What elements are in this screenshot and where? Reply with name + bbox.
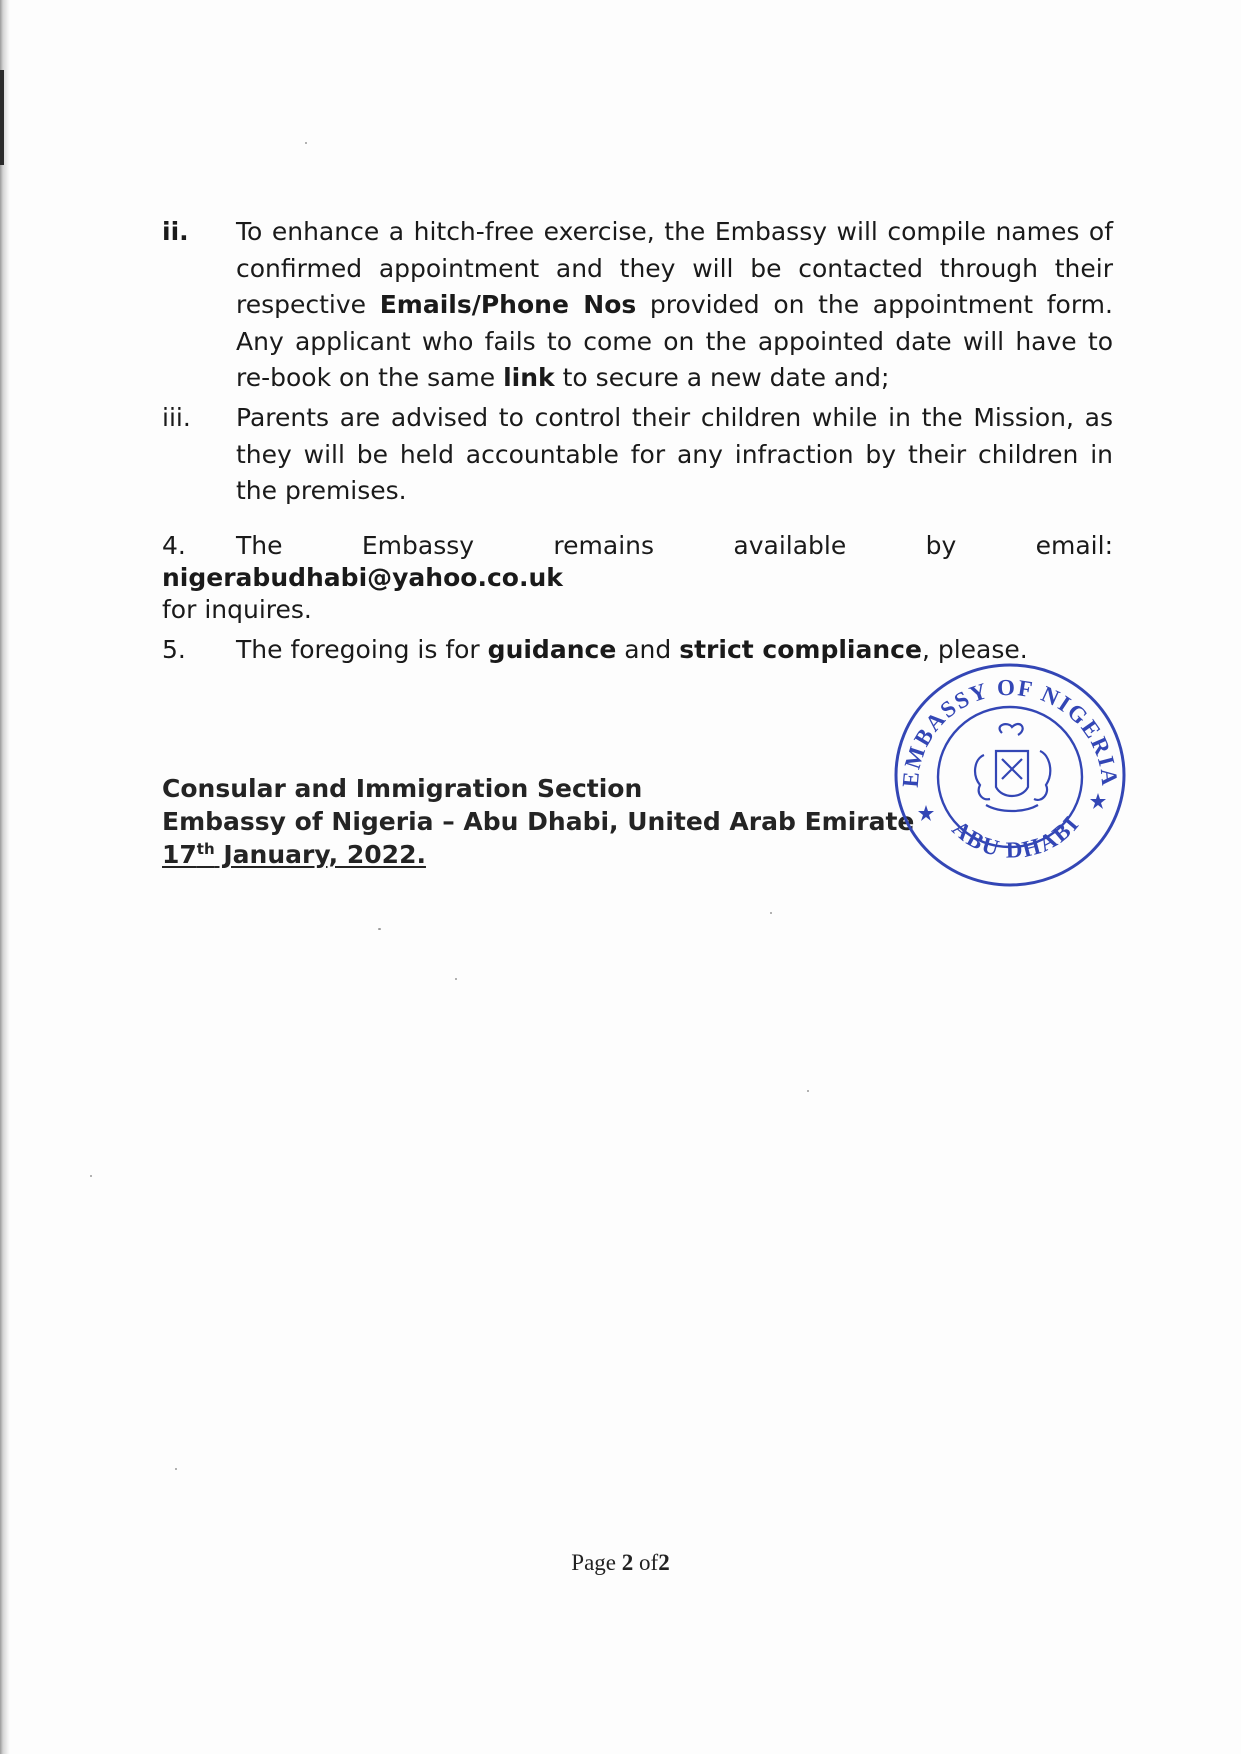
scan-speck <box>90 1175 92 1177</box>
paragraph-5: 5. The foregoing is for guidance and strict compliance, please. <box>162 632 1113 669</box>
paragraph-number: 5. <box>162 635 186 664</box>
paragraph-4: 4. The Embassy remains available by email: nigerabudhabi@yahoo.co.uk for inquires. <box>162 531 1113 624</box>
scan-edge-mark <box>0 70 4 165</box>
scan-left-edge <box>0 0 10 1754</box>
signature-block <box>162 772 914 871</box>
svg-text:ABU DHABI <box>948 811 1085 863</box>
scan-speck <box>305 142 307 144</box>
embassy-name: Embassy of Nigeria – Abu Dhabi, United Arab Emirate <box>162 807 915 836</box>
list-marker: ii. <box>162 217 189 246</box>
section-name: Consular and Immigration Section <box>162 774 643 803</box>
scan-speck <box>175 1468 177 1470</box>
scan-speck <box>770 912 772 914</box>
link-emphasis: link <box>503 363 555 392</box>
list-item-text: Parents are advised to control their children while in the Mission, as they will be held accountable for any infraction by their children in the premises. <box>236 403 1113 505</box>
stamp-top-text: EMBASSY OF NIGERIA <box>897 674 1123 789</box>
paragraph-number: 4. <box>162 531 186 560</box>
scan-speck <box>378 928 381 930</box>
email-address: nigerabudhabi@yahoo.co.uk <box>162 563 563 592</box>
emails-phone-emphasis: Emails/Phone Nos <box>379 290 637 319</box>
stamp-bottom-text: ABU DHABI <box>947 810 1085 863</box>
page-number: Page 2 of2 <box>571 1550 670 1575</box>
list-item-iii <box>162 400 1113 510</box>
list-item-ii <box>162 214 1113 397</box>
embassy-stamp <box>890 655 1130 895</box>
letter-date: 17th January, 2022. <box>162 840 426 869</box>
coat-of-arms-icon <box>975 724 1050 811</box>
list-marker: iii. <box>162 403 191 432</box>
guidance-emphasis: guidance <box>487 635 617 664</box>
star-icon <box>918 793 1106 821</box>
scan-speck <box>807 1090 809 1092</box>
list-item-text: To enhance a hitch-free exercise, the Embassy will compile names of confirmed appointment and they will be contacted through their respective Emails/Phone Nos provided on the appointment form. Any applicant who fails to come on the appointed date will have to re-book on the same link to secure a new date and; <box>236 217 1113 392</box>
strict-compliance-emphasis: strict compliance <box>679 635 922 664</box>
scan-speck <box>455 978 457 980</box>
